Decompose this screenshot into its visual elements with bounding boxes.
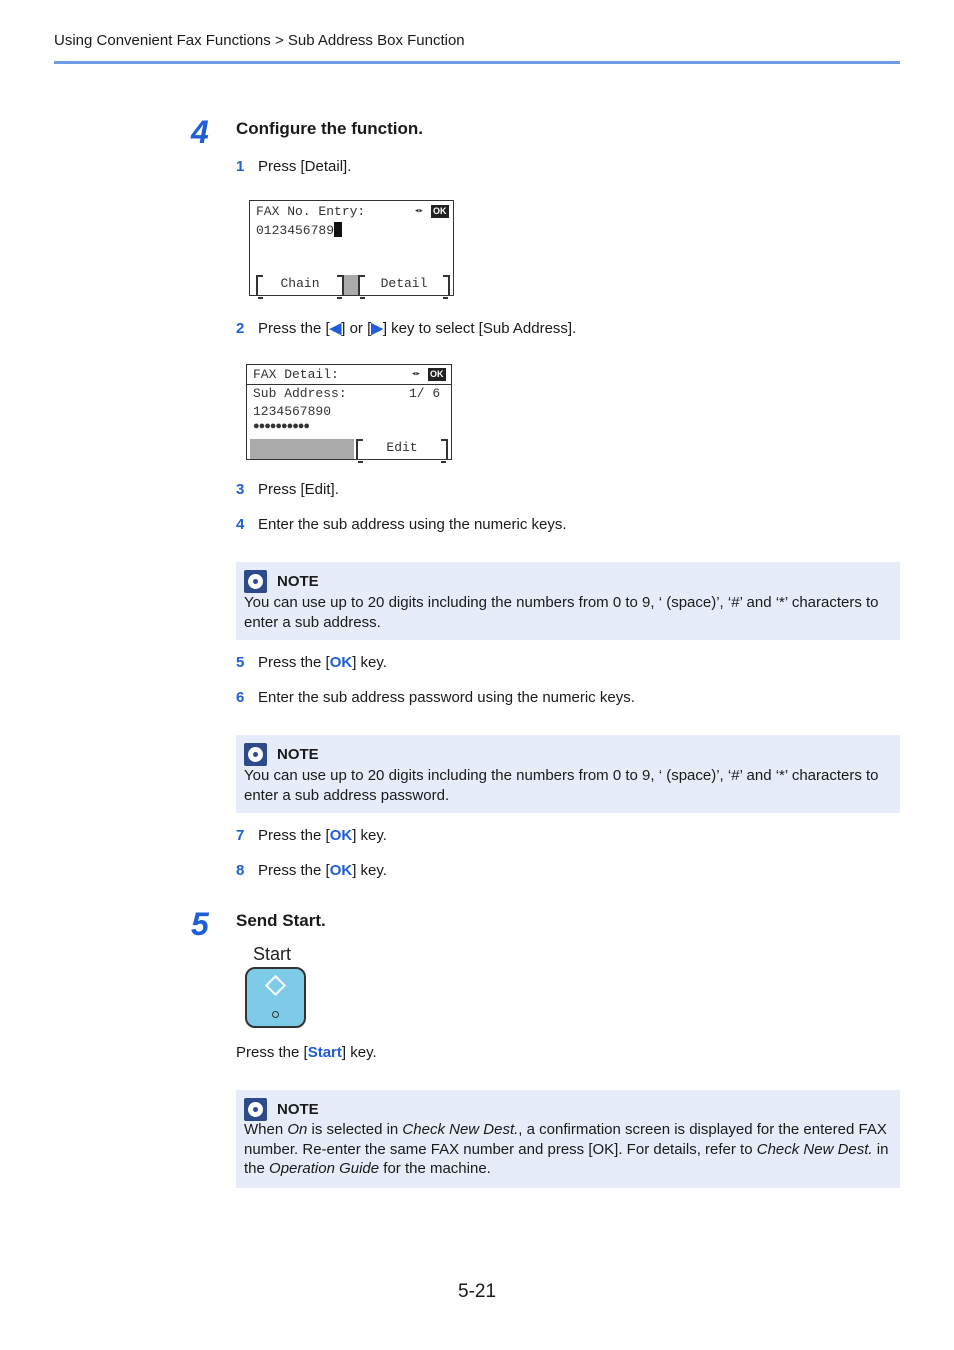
substep-number: 7: [236, 827, 245, 844]
press-start-instruction: [236, 1044, 377, 1061]
right-key-icon: ▶: [371, 320, 383, 337]
start-diamond-icon: [265, 975, 286, 996]
softkey-detail: Detail: [358, 275, 450, 295]
note-icon: [244, 743, 267, 766]
substep-3: [236, 481, 339, 498]
softkey-edit: Edit: [356, 439, 448, 459]
note-label: NOTE: [277, 1101, 319, 1118]
substep-1: [236, 158, 351, 175]
left-right-arrows-icon: ◂▸: [411, 369, 420, 379]
step-title-send-start: Send Start.: [236, 911, 326, 930]
note-text: You can use up to 20 digits including the numbers from 0 to 9, ‘ (space)’, ‘#’ and ‘*’ characters to enter a sub address password.: [244, 767, 879, 804]
substep-number: 2: [236, 320, 245, 337]
substep-text: Press [Edit].: [258, 481, 339, 498]
step-number-4: 4: [191, 114, 209, 150]
substep-text: Enter the sub address password using the numeric keys.: [258, 689, 635, 706]
substep-6: [236, 689, 635, 706]
lcd-line-password-mask: ●●●●●●●●●●: [253, 421, 310, 433]
substep-text: Enter the sub address using the numeric keys.: [258, 516, 567, 533]
substep-number: 1: [236, 158, 245, 175]
ok-key-label: OK: [329, 827, 353, 844]
substep-7: [236, 827, 387, 844]
softkey-divider: [344, 275, 358, 295]
note-header: [244, 743, 319, 766]
ok-icon: OK: [433, 206, 447, 216]
start-key-label: Start: [253, 944, 292, 964]
substep-8: [236, 862, 387, 879]
page-number: 5-21: [458, 1281, 497, 1302]
header-rule: [54, 61, 900, 64]
softkey-chain: Chain: [256, 275, 344, 295]
substep-number: 5: [236, 654, 245, 671]
step-title-configure: Configure the function.: [236, 119, 423, 138]
instruction-text: ] key.: [341, 1044, 377, 1061]
lcd-line-title: FAX No. Entry:: [256, 204, 366, 219]
substep-text: Press the [: [258, 862, 330, 879]
ok-icon: OK: [430, 369, 444, 379]
softkey-empty: [250, 439, 354, 459]
substep-number: 8: [236, 862, 245, 879]
lcd-divider: [247, 384, 451, 385]
note-box-sub-address-password: [236, 735, 900, 813]
left-key-icon: ◀: [329, 320, 342, 337]
substep-text: ] key.: [352, 862, 387, 879]
lcd-screen-fax-detail: [246, 364, 452, 460]
left-right-arrows-icon: ◂▸: [414, 206, 423, 216]
note-text: When On is selected in Check New Dest., a confirmation screen is displayed for the entered FAX number. Re-enter the same FAX number and press [OK]. For details, refer to Check New Dest. in the Operation Guide for the machine.: [244, 1121, 889, 1177]
ok-key-label: OK: [329, 862, 353, 879]
lcd-line-number: [256, 222, 342, 238]
substep-2: [236, 319, 576, 337]
note-icon: [244, 570, 267, 593]
instruction-text: Press the [: [236, 1044, 308, 1061]
note-label: NOTE: [277, 746, 319, 763]
note-label: NOTE: [277, 573, 319, 590]
cursor-icon: [334, 222, 342, 237]
note-box-check-new-dest: [236, 1090, 900, 1188]
substep-text: ] key.: [352, 654, 387, 671]
substep-text: ] or [: [341, 320, 372, 337]
lcd-line-sub-address: Sub Address:: [253, 386, 347, 401]
substep-text: Press [Detail].: [258, 158, 352, 175]
lcd-screen-fax-entry: [249, 200, 454, 296]
note-icon: [244, 1098, 267, 1121]
substep-text: Press the [: [258, 654, 330, 671]
note-header: [244, 570, 319, 593]
fax-number-value: 0123456789: [256, 223, 335, 238]
note-text: You can use up to 20 digits including the numbers from 0 to 9, ‘ (space)’, ‘#’ and ‘*’ characters to enter a sub address.: [244, 594, 879, 631]
substep-5: [236, 654, 387, 671]
substep-4: [236, 516, 567, 533]
start-key-illustration: [245, 967, 306, 1028]
substep-number: 3: [236, 481, 245, 498]
substep-number: 4: [236, 516, 245, 533]
start-indicator-icon: [272, 1011, 279, 1018]
substep-text: Press the [: [258, 320, 330, 337]
substep-text: ] key to select [Sub Address].: [382, 320, 577, 337]
lcd-line-sub-address-value: 1234567890: [253, 404, 332, 419]
substep-text: Press the [: [258, 827, 330, 844]
start-key-name: Start: [307, 1044, 342, 1061]
substep-text: ] key.: [352, 827, 387, 844]
lcd-line-title: FAX Detail:: [253, 367, 339, 382]
breadcrumb: Using Convenient Fax Functions > Sub Address Box Function: [54, 32, 465, 49]
step-number-5: 5: [191, 906, 209, 942]
ok-key-label: OK: [329, 654, 353, 671]
lcd-page-indicator: 1/ 6: [409, 386, 441, 401]
note-header: [244, 1098, 319, 1121]
substep-number: 6: [236, 689, 245, 706]
note-box-sub-address: [236, 562, 900, 640]
